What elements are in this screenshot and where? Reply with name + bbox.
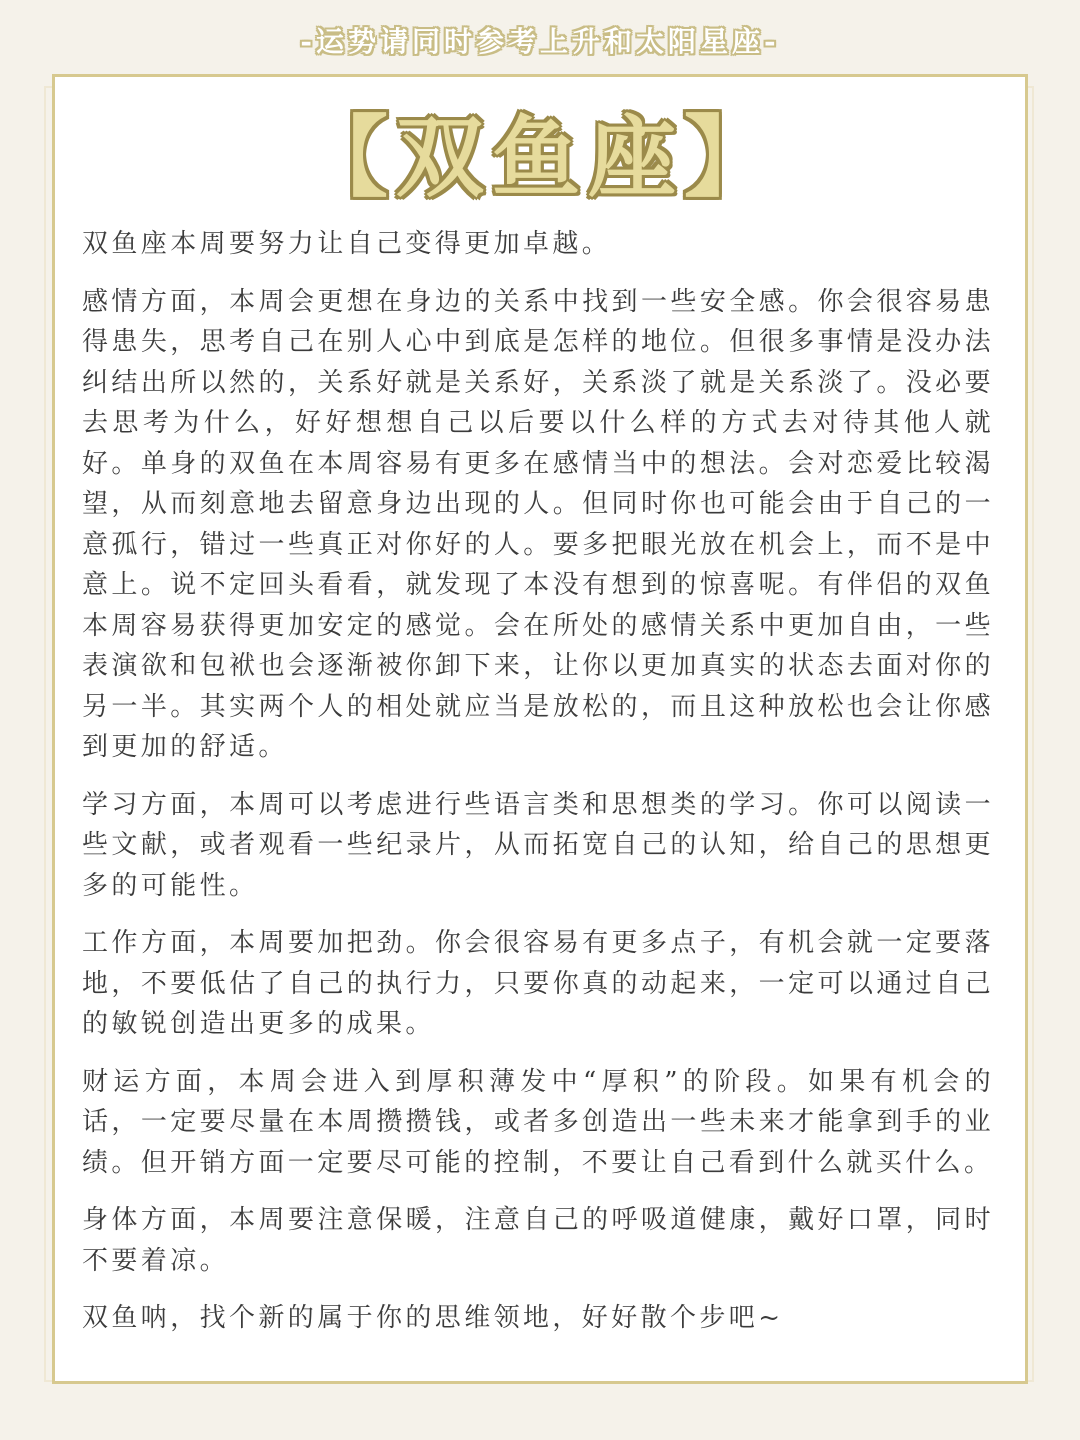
article-body: [82, 224, 994, 1356]
work-paragraph: 工作方面，本周要加把劲。你会很容易有更多点子，有机会就一定要落地，不要低估了自己的执行力，只要你真的动起来，一定可以通过自己的敏锐创造出更多的成果。: [82, 928, 994, 1039]
page-title: 【双鱼座】: [299, 106, 780, 209]
health-paragraph: 身体方面，本周要注意保暖，注意自己的呼吸道健康，戴好口罩，同时不要着凉。: [82, 1205, 994, 1276]
top-banner: -运势请同时参考上升和太阳星座-: [300, 25, 780, 58]
intro-paragraph: 双鱼座本周要努力让自己变得更加卓越。: [82, 229, 612, 259]
love-paragraph: 感情方面，本周会更想在身边的关系中找到一些安全感。你会很容易患得患失，思考自己在别人心中到底是怎样的地位。但很多事情是没办法纠结出所以然的，关系好就是关系好，关系淡了就是关系淡了。没必要去思考为什么，好好想想自己以后要以什么样的方式去对待其他人就好。单身的双鱼在本周容易有更多在感情当中的想法。会对恋爱比较渴望，从而刻意地去留意身边出现的人。但同时你也可能会由于自己的一意孤行，错过一些真正对你好的人。要多把眼光放在机会上，而不是中意上。说不定回头看看，就发现了本没有想到的惊喜呢。有伴侣的双鱼本周容易获得更加安定的感觉。会在所处的感情关系中更加自由，一些表演欲和包袱也会逐渐被你卸下来，让你以更加真实的状态去面对你的另一半。其实两个人的相处就应当是放松的，而且这种放松也会让你感到更加的舒适。: [82, 286, 994, 762]
study-paragraph: 学习方面，本周可以考虑进行些语言类和思想类的学习。你可以阅读一些文献，或者观看一些纪录片，从而拓宽自己的认知，给自己的思想更多的可能性。: [82, 789, 994, 901]
wealth-paragraph: 财运方面，本周会进入到厚积薄发中“厚积”的阶段。如果有机会的话，一定要尽量在本周攒攒钱，或者多创造出一些未来才能拿到手的业绩。但开销方面一定要尽可能的控制，不要让自己看到什么就买什么。: [82, 1066, 994, 1178]
closing-paragraph: 双鱼呐，找个新的属于你的思维领地，好好散个步吧~: [82, 1303, 784, 1333]
